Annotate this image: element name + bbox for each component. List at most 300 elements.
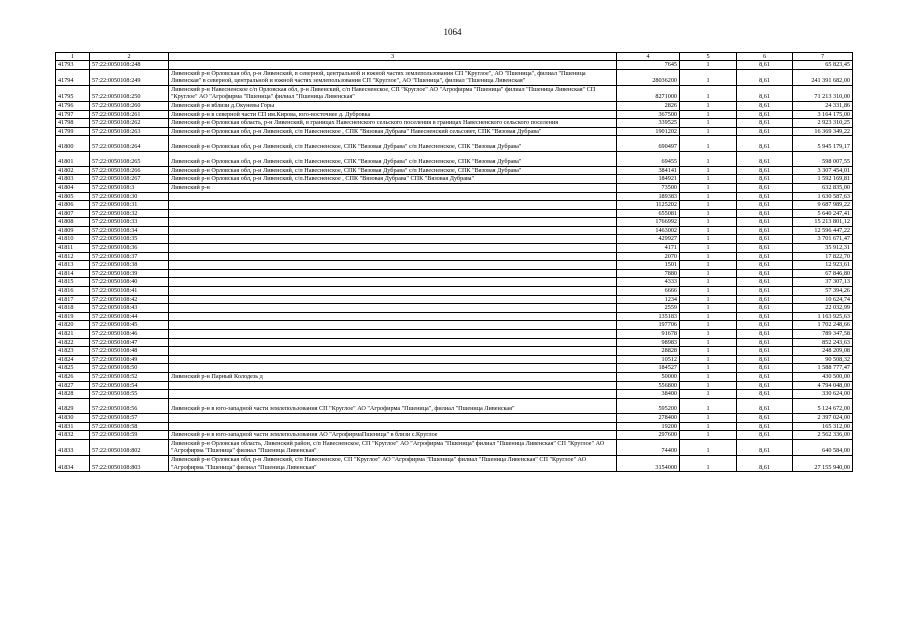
row-number: 41827 <box>56 381 90 390</box>
cadastral-number: 57:22:0050108:48 <box>90 347 169 356</box>
row-number: 41822 <box>56 338 90 347</box>
rate-value: 8,61 <box>737 261 793 270</box>
row-number: 41817 <box>56 295 90 304</box>
column-5-value: 1 <box>680 439 737 455</box>
column-header: 2 <box>90 53 169 61</box>
column-5-value: 1 <box>680 455 737 471</box>
column-5-value: 1 <box>680 372 737 381</box>
location-description <box>169 287 617 296</box>
cadastral-value: 3 164 175,00 <box>793 110 853 119</box>
area-value: 7880 <box>617 269 680 278</box>
column-5-value: 1 <box>680 261 737 270</box>
location-description <box>169 192 617 201</box>
row-number: 41805 <box>56 192 90 201</box>
rate-value: 8,61 <box>737 364 793 373</box>
column-5-value: 1 <box>680 101 737 110</box>
row-number: 41828 <box>56 390 90 399</box>
rate-value: 8,61 <box>737 209 793 218</box>
cadastral-value: 241 391 682,00 <box>793 69 853 85</box>
cadastral-value: 3 307 454,01 <box>793 166 853 175</box>
cadastral-value: 1 163 925,63 <box>793 312 853 321</box>
column-5-value: 1 <box>680 192 737 201</box>
column-5-value: 1 <box>680 338 737 347</box>
column-5-value: 1 <box>680 304 737 313</box>
location-description <box>169 338 617 347</box>
cadastral-value: 330 624,00 <box>793 390 853 399</box>
cadastral-number: 57:22:0050108:266 <box>90 166 169 175</box>
cadastral-number: 57:22:0050108:261 <box>90 110 169 119</box>
table-row <box>56 192 853 201</box>
table-row <box>56 151 853 166</box>
column-5-value: 1 <box>680 235 737 244</box>
cadastral-value: 5 945 179,17 <box>793 136 853 151</box>
column-5-value: 1 <box>680 330 737 339</box>
column-5-value: 1 <box>680 110 737 119</box>
location-description: Ливенский р-н вблизи д.Окуневы Горы <box>169 101 617 110</box>
cadastral-value: 17 822,70 <box>793 252 853 261</box>
row-number: 41812 <box>56 252 90 261</box>
cadastral-number: 57:22:0050108:58 <box>90 422 169 431</box>
area-value: 38400 <box>617 390 680 399</box>
area-value: 384141 <box>617 166 680 175</box>
rate-value: 8,61 <box>737 295 793 304</box>
cadastral-number: 57:22:0050108:52 <box>90 372 169 381</box>
area-value: 184527 <box>617 364 680 373</box>
cadastral-value: 16 369 349,22 <box>793 127 853 136</box>
table-row <box>56 413 853 422</box>
table-row <box>56 244 853 253</box>
cadastral-number: 57:22:0050108:267 <box>90 175 169 184</box>
location-description: Ливенский р-н Навесненское с/п Орловская обл, р-н Ливенский, с/п Навесненское, СП "Круглое" АО "Агрофирма "Пшеница" филиал "Пшеница Ливенская" СП "Круглое" АО "Агрофирма "Пшеница" филиал "Пшеница Ливенская" <box>169 85 617 101</box>
rate-value: 8,61 <box>737 183 793 192</box>
rate-value: 8,61 <box>737 226 793 235</box>
cadastral-value: 1 702 248,66 <box>793 321 853 330</box>
location-description <box>169 312 617 321</box>
row-number: 41806 <box>56 201 90 210</box>
cadastral-value: 37 307,13 <box>793 278 853 287</box>
rate-value: 8,61 <box>737 355 793 364</box>
area-value: 6666 <box>617 287 680 296</box>
area-value: 2070 <box>617 252 680 261</box>
cadastral-value: 10 624,74 <box>793 295 853 304</box>
table-row <box>56 347 853 356</box>
location-description <box>169 218 617 227</box>
area-value: 2559 <box>617 304 680 313</box>
cadastral-number: 57:22:0050108:262 <box>90 119 169 128</box>
row-number: 41830 <box>56 413 90 422</box>
rate-value: 8,61 <box>737 422 793 431</box>
row-number: 41826 <box>56 372 90 381</box>
table-row <box>56 209 853 218</box>
cadastral-number: 57:22:0050108:249 <box>90 69 169 85</box>
location-description <box>169 355 617 364</box>
area-value: 197706 <box>617 321 680 330</box>
location-description: Ливенский р-н в северной части СП им.Кирова, юго-восточнее д. Дубровка <box>169 110 617 119</box>
area-value: 73500 <box>617 183 680 192</box>
table-row <box>56 110 853 119</box>
cadastral-value: 640 584,00 <box>793 439 853 455</box>
cadastral-number: 57:22:0050108:42 <box>90 295 169 304</box>
cadastral-value: 15 213 801,12 <box>793 218 853 227</box>
column-5-value: 1 <box>680 201 737 210</box>
rate-value: 8,61 <box>737 330 793 339</box>
cadastral-number: 57:22:0050108:40 <box>90 278 169 287</box>
row-number: 41793 <box>56 61 90 70</box>
row-number: 41820 <box>56 321 90 330</box>
cadastral-number: 57:22:0050108:46 <box>90 330 169 339</box>
rate-value: 8,61 <box>737 455 793 471</box>
area-value: 278400 <box>617 413 680 422</box>
table-row <box>56 183 853 192</box>
location-description <box>169 321 617 330</box>
cadastral-value: 71 213 310,00 <box>793 85 853 101</box>
row-number: 41819 <box>56 312 90 321</box>
row-number: 41829 <box>56 398 90 413</box>
table-row <box>56 330 853 339</box>
location-description: Ливенский р-н <box>169 183 617 192</box>
row-number: 41831 <box>56 422 90 431</box>
area-value: 690497 <box>617 136 680 151</box>
cadastral-number: 57:22:0050108:47 <box>90 338 169 347</box>
column-header: 4 <box>617 53 680 61</box>
column-5-value: 1 <box>680 295 737 304</box>
area-value: 1125202 <box>617 201 680 210</box>
area-value: 367500 <box>617 110 680 119</box>
rate-value: 8,61 <box>737 69 793 85</box>
table-row <box>56 381 853 390</box>
row-number: 41823 <box>56 347 90 356</box>
area-value: 189383 <box>617 192 680 201</box>
column-5-value: 1 <box>680 431 737 440</box>
cadastral-number: 57:22:0050108:250 <box>90 85 169 101</box>
cadastral-value: 2 562 336,00 <box>793 431 853 440</box>
cadastral-number: 57:22:0050108:59 <box>90 431 169 440</box>
location-description: Ливенский р-н Орловская обл, р-н Ливенский, с/п Навесненское, СПК "Вязовая Дубрава" с/п Навесненское, СПК "Вязовая Дубрава" <box>169 136 617 151</box>
location-description: Ливенский р-н Парный Колодезь д <box>169 372 617 381</box>
column-5-value: 1 <box>680 166 737 175</box>
cadastral-number: 57:22:0050108:248 <box>90 61 169 70</box>
cadastral-value: 57 394,26 <box>793 287 853 296</box>
location-description: Ливенский р-н Орловская область, р-н Ливенский, в границах Навесненского сельского поселения в границах Навесненского сельского поселения <box>169 119 617 128</box>
rate-value: 8,61 <box>737 252 793 261</box>
column-5-value: 1 <box>680 422 737 431</box>
cadastral-number: 57:22:0050108:32 <box>90 209 169 218</box>
column-header-row <box>56 53 853 61</box>
column-5-value: 1 <box>680 381 737 390</box>
cadastral-value: 248 209,08 <box>793 347 853 356</box>
column-header: 5 <box>680 53 737 61</box>
cadastral-number: 57:22:0050108:39 <box>90 269 169 278</box>
column-header: 6 <box>737 53 793 61</box>
row-number: 41834 <box>56 455 90 471</box>
cadastral-number: 57:22:0050108:264 <box>90 136 169 151</box>
row-number: 41807 <box>56 209 90 218</box>
table-row <box>56 278 853 287</box>
rate-value: 8,61 <box>737 321 793 330</box>
row-number: 41803 <box>56 175 90 184</box>
rate-value: 8,61 <box>737 398 793 413</box>
cadastral-number: 57:22:0050108:803 <box>90 455 169 471</box>
row-number: 41810 <box>56 235 90 244</box>
cadastral-value: 4 794 048,00 <box>793 381 853 390</box>
cadastral-value: 430 500,00 <box>793 372 853 381</box>
table-row <box>56 431 853 440</box>
column-5-value: 1 <box>680 61 737 70</box>
row-number: 41821 <box>56 330 90 339</box>
row-number: 41825 <box>56 364 90 373</box>
area-value: 2826 <box>617 101 680 110</box>
cadastral-value: 852 243,63 <box>793 338 853 347</box>
area-value: 1463002 <box>617 226 680 235</box>
table-row <box>56 218 853 227</box>
area-value: 10512 <box>617 355 680 364</box>
cadastral-value: 1 592 169,81 <box>793 175 853 184</box>
row-number: 41800 <box>56 136 90 151</box>
table-row <box>56 226 853 235</box>
rate-value: 8,61 <box>737 110 793 119</box>
row-number: 41833 <box>56 439 90 455</box>
cadastral-value: 2 397 024,00 <box>793 413 853 422</box>
page-number: 1064 <box>443 27 462 37</box>
column-header: 7 <box>793 53 853 61</box>
table-row <box>56 61 853 70</box>
cadastral-value: 165 312,00 <box>793 422 853 431</box>
row-number: 41818 <box>56 304 90 313</box>
column-5-value: 1 <box>680 209 737 218</box>
area-value: 1501 <box>617 261 680 270</box>
column-5-value: 1 <box>680 287 737 296</box>
rate-value: 8,61 <box>737 278 793 287</box>
column-5-value: 1 <box>680 69 737 85</box>
cadastral-value: 27 155 940,00 <box>793 455 853 471</box>
location-description <box>169 295 617 304</box>
rate-value: 8,61 <box>737 136 793 151</box>
column-5-value: 1 <box>680 119 737 128</box>
location-description <box>169 390 617 399</box>
location-description <box>169 226 617 235</box>
column-5-value: 1 <box>680 151 737 166</box>
location-description <box>169 244 617 253</box>
row-number: 41811 <box>56 244 90 253</box>
table-row <box>56 295 853 304</box>
table-row <box>56 136 853 151</box>
table-row <box>56 439 853 455</box>
row-number: 41824 <box>56 355 90 364</box>
row-number: 41808 <box>56 218 90 227</box>
location-description: Ливенский р-н Орловская обл, р-н Ливенский, в северной, центральной и южной частях землепользования СП "Круглое", АО "Пшеница", филиал "Пшеница Ливенская" в северной, центральной и южной частях землепользования СП "Круглое", АО "Пшеница", филиал "Пшеница Ливенская" <box>169 69 617 85</box>
cadastral-value: 90 508,32 <box>793 355 853 364</box>
column-5-value: 1 <box>680 321 737 330</box>
row-number: 41794 <box>56 69 90 85</box>
area-value: 429927 <box>617 235 680 244</box>
cadastral-number: 57:22:0050108:3 <box>90 183 169 192</box>
table-row <box>56 269 853 278</box>
cadastral-value: 5 124 672,00 <box>793 398 853 413</box>
rate-value: 8,61 <box>737 312 793 321</box>
cadastral-value: 2 923 310,25 <box>793 119 853 128</box>
table-row <box>56 398 853 413</box>
rate-value: 8,61 <box>737 431 793 440</box>
area-value: 135183 <box>617 312 680 321</box>
cadastral-value: 22 032,99 <box>793 304 853 313</box>
column-5-value: 1 <box>680 355 737 364</box>
table-row <box>56 201 853 210</box>
cadastral-number: 57:22:0050108:37 <box>90 252 169 261</box>
area-value: 1234 <box>617 295 680 304</box>
row-number: 41832 <box>56 431 90 440</box>
cadastral-number: 57:22:0050108:43 <box>90 304 169 313</box>
cadastral-number: 57:22:0050108:260 <box>90 101 169 110</box>
area-value: 98983 <box>617 338 680 347</box>
table-row <box>56 69 853 85</box>
area-value: 184921 <box>617 175 680 184</box>
rate-value: 8,61 <box>737 201 793 210</box>
row-number: 41799 <box>56 127 90 136</box>
location-description <box>169 364 617 373</box>
rate-value: 8,61 <box>737 175 793 184</box>
column-5-value: 1 <box>680 413 737 422</box>
location-description <box>169 209 617 218</box>
row-number: 41802 <box>56 166 90 175</box>
area-value: 655081 <box>617 209 680 218</box>
rate-value: 8,61 <box>737 413 793 422</box>
area-value: 74400 <box>617 439 680 455</box>
area-value: 3154000 <box>617 455 680 471</box>
rate-value: 8,61 <box>737 439 793 455</box>
row-number: 41798 <box>56 119 90 128</box>
table-row <box>56 101 853 110</box>
column-5-value: 1 <box>680 244 737 253</box>
table-row <box>56 455 853 471</box>
table-row <box>56 355 853 364</box>
column-5-value: 1 <box>680 175 737 184</box>
area-value: 4171 <box>617 244 680 253</box>
area-value: 28036200 <box>617 69 680 85</box>
table-row <box>56 312 853 321</box>
cadastral-value: 67 846,80 <box>793 269 853 278</box>
cadastral-value: 35 912,31 <box>793 244 853 253</box>
location-description <box>169 61 617 70</box>
area-value: 50000 <box>617 372 680 381</box>
cadastral-value: 12 596 447,22 <box>793 226 853 235</box>
cadastral-number: 57:22:0050108:56 <box>90 398 169 413</box>
rate-value: 8,61 <box>737 119 793 128</box>
cadastral-number: 57:22:0050108:50 <box>90 364 169 373</box>
rate-value: 8,61 <box>737 61 793 70</box>
cadastral-number: 57:22:0050108:55 <box>90 390 169 399</box>
row-number: 41804 <box>56 183 90 192</box>
area-value: 1901202 <box>617 127 680 136</box>
cadastral-number: 57:22:0050108:44 <box>90 312 169 321</box>
area-value: 4333 <box>617 278 680 287</box>
column-5-value: 1 <box>680 127 737 136</box>
location-description: Ливенский р-н Орловская обл, р-н Ливенский, с/п Навесненское, СПК "Вязовая Дубрава" с/п Навесненское, СПК "Вязовая Дубрава" <box>169 166 617 175</box>
area-value: 91678 <box>617 330 680 339</box>
registry-table <box>55 52 853 472</box>
rate-value: 8,61 <box>737 166 793 175</box>
cadastral-number: 57:22:0050108:30 <box>90 192 169 201</box>
table-row <box>56 338 853 347</box>
cadastral-number: 57:22:0050108:265 <box>90 151 169 166</box>
area-value: 339525 <box>617 119 680 128</box>
rate-value: 8,61 <box>737 269 793 278</box>
cadastral-number: 57:22:0050108:57 <box>90 413 169 422</box>
area-value: 7645 <box>617 61 680 70</box>
column-5-value: 1 <box>680 347 737 356</box>
table-row <box>56 422 853 431</box>
table-row <box>56 287 853 296</box>
rate-value: 8,61 <box>737 347 793 356</box>
cadastral-value: 24 331,86 <box>793 101 853 110</box>
table-row <box>56 119 853 128</box>
row-number: 41815 <box>56 278 90 287</box>
cadastral-value: 1 630 587,63 <box>793 192 853 201</box>
row-number: 41795 <box>56 85 90 101</box>
rate-value: 8,61 <box>737 218 793 227</box>
cadastral-number: 57:22:0050108:38 <box>90 261 169 270</box>
location-description <box>169 269 617 278</box>
location-description <box>169 278 617 287</box>
rate-value: 8,61 <box>737 85 793 101</box>
location-description <box>169 252 617 261</box>
table-row <box>56 364 853 373</box>
column-5-value: 1 <box>680 85 737 101</box>
location-description <box>169 413 617 422</box>
row-number: 41816 <box>56 287 90 296</box>
cadastral-value: 789 347,58 <box>793 330 853 339</box>
location-description <box>169 235 617 244</box>
table-row <box>56 175 853 184</box>
rate-value: 8,61 <box>737 192 793 201</box>
location-description: Ливенский р-н Орловская обл, р-н Ливенский, с/п.Навесненское , СПК "Вязовая Дубрава" СПК "Вязовая Дубрава" <box>169 175 617 184</box>
column-5-value: 1 <box>680 218 737 227</box>
rate-value: 8,61 <box>737 151 793 166</box>
rate-value: 8,61 <box>737 304 793 313</box>
area-value: 297600 <box>617 431 680 440</box>
row-number: 41809 <box>56 226 90 235</box>
cadastral-number: 57:22:0050108:41 <box>90 287 169 296</box>
row-number: 41801 <box>56 151 90 166</box>
location-description <box>169 304 617 313</box>
column-5-value: 1 <box>680 226 737 235</box>
cadastral-number: 57:22:0050108:263 <box>90 127 169 136</box>
location-description: Ливенский р-н Орловская обл, р-н Ливенский, с/п Навесненское , СПК "Вязовая Дубрава" Навесненский сельсовет, СПК "Вязовая Дубрава" <box>169 127 617 136</box>
rate-value: 8,61 <box>737 101 793 110</box>
column-5-value: 1 <box>680 390 737 399</box>
area-value: 1766992 <box>617 218 680 227</box>
rate-value: 8,61 <box>737 372 793 381</box>
table-row <box>56 85 853 101</box>
table-row <box>56 261 853 270</box>
cadastral-value: 3 701 671,47 <box>793 235 853 244</box>
column-header: 1 <box>56 53 90 61</box>
cadastral-value: 12 923,61 <box>793 261 853 270</box>
location-description: Ливенский р-н Орловская обл, р-н Ливенский, с/п Навесненское, СПК "Вязовая Дубрава" с/п Навесненское, СПК "Вязовая Дубрава" <box>169 151 617 166</box>
table-row <box>56 372 853 381</box>
rate-value: 8,61 <box>737 390 793 399</box>
column-5-value: 1 <box>680 364 737 373</box>
rate-value: 8,61 <box>737 127 793 136</box>
column-5-value: 1 <box>680 136 737 151</box>
cadastral-value: 1 588 777,47 <box>793 364 853 373</box>
row-number: 41796 <box>56 101 90 110</box>
location-description <box>169 347 617 356</box>
cadastral-number: 57:22:0050108:34 <box>90 226 169 235</box>
area-value: 28828 <box>617 347 680 356</box>
location-description: Ливенский р-н в юго-западной части землепользования СП "Круглое" АО "Агрофирма "Пшеница", филиал "Пшеница Ливенская" <box>169 398 617 413</box>
cadastral-number: 57:22:0050108:54 <box>90 381 169 390</box>
row-number: 41797 <box>56 110 90 119</box>
